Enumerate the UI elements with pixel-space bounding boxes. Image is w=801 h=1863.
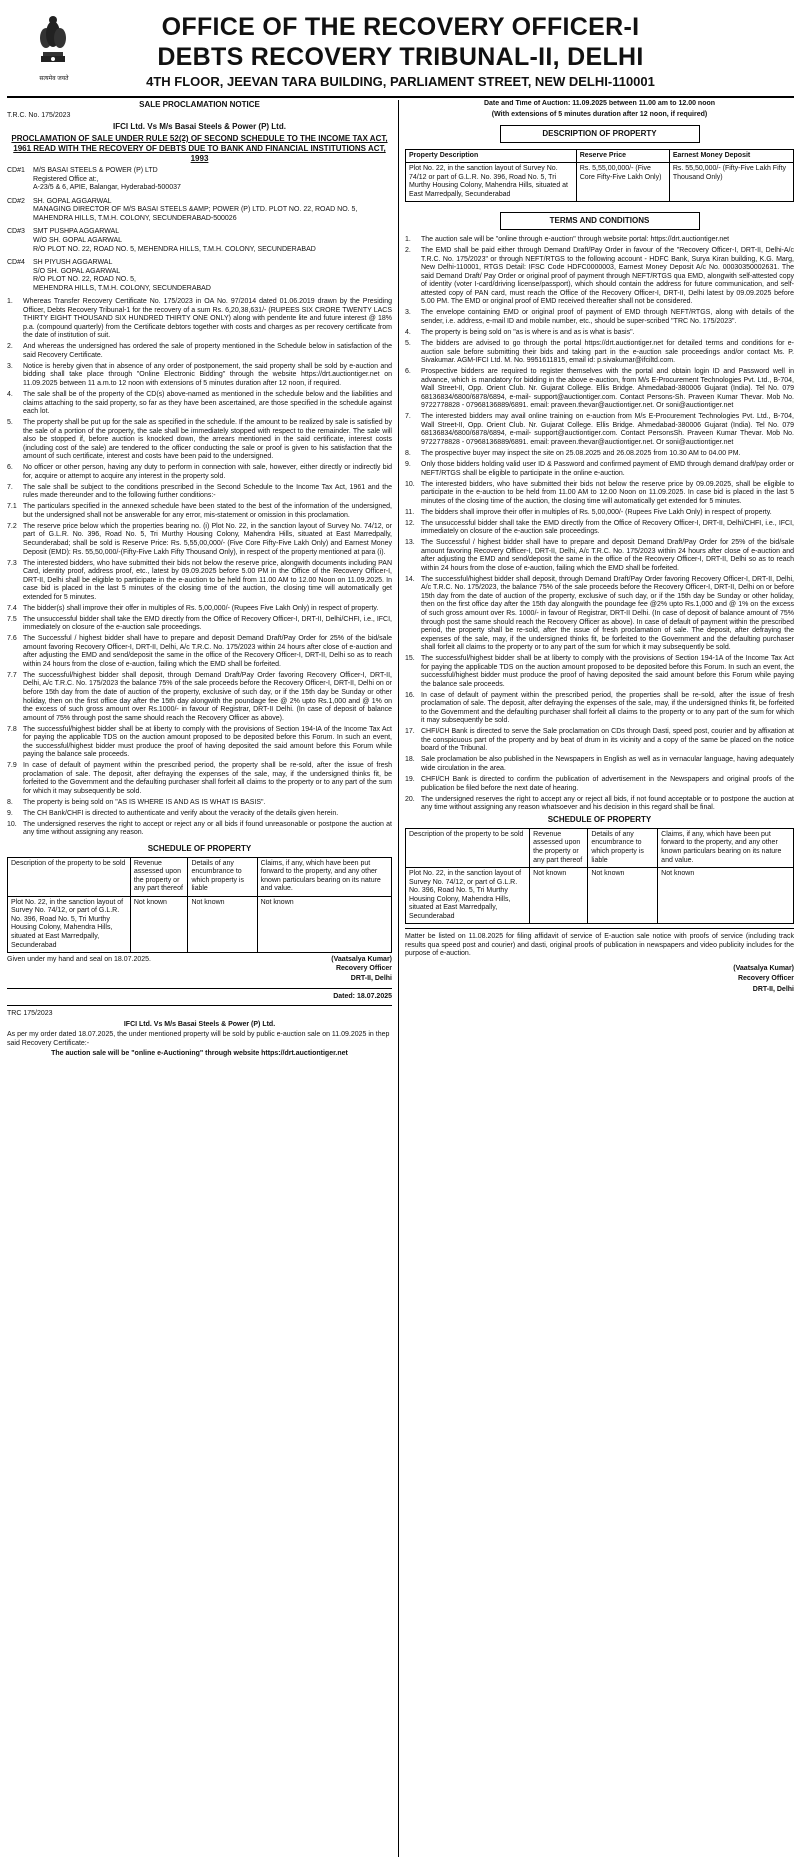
property-cell: Plot No. 22, in the sanction layout of Survey No. 74/12 or part of G.L.R. No. 396, Road No. 5, Tri Murthy Housing Colony, Mahendra Hills, situated at East Marredpally, Secunderabad (406, 163, 577, 202)
schedule-cell: Not known (658, 868, 794, 924)
schedule-cell: Not known (130, 896, 188, 952)
numbered-paragraph (405, 796, 794, 813)
numbered-paragraph (7, 560, 392, 603)
office-address: 4TH FLOOR, JEEVAN TARA BUILDING, PARLIAMENT STREET, NEW DELHI-110001 (146, 74, 655, 89)
paragraph-text: The unsuccessful bidder shall take the EMD directly from the Office of Recovery Officer-I, DRT-II, Delhi/CHFI, i.e., IFCI, immediately on closure of the e-auction sale proceedings. (23, 615, 392, 632)
paragraph-text: The successful/highest bidder shall deposit, through Demand Draft/Pay Order favoring Recovery Officer-I, DRT-II, Delhi, A/c T.R.C. No. 175/2023 the balance 75% of the sale proceeds before the Recovery Officer-I, DRT-II, Delhi on or before 15th day from the date of auction of the property, exclusive of such day, or if the 15th day be Sunday or other holiday, then on the first office day after the 15th day alongwith the poundage fee @ 2% upto Rs.1,000 and @ 1% on the excess of such gross amount over Rs.1000/- in favour of Registrar, DRT-II Delhi. (In case of deposit of balance amount of 75% through post the same should reach the Recovery Officer as above). (23, 671, 392, 722)
paragraph-number: 13. (405, 539, 415, 547)
proclamation-heading: PROCLAMATION OF SALE UNDER RULE 52(2) OF SECOND SCHEDULE TO THE INCOME TAX ACT, 1961 READ WITH THE RECOVERY OF DEBTS DUE TO BANK AND FINANCIAL INSTITUTIONS ACT, 1993 (11, 134, 388, 163)
paragraph-text: The CH Bank/CHFI is directed to authenticate and verify about the veracity of the details given herein. (23, 809, 339, 817)
signatory-name: (Vaatsalya Kumar) (733, 964, 794, 972)
numbered-paragraph (405, 655, 794, 689)
numbered-paragraph (405, 236, 794, 245)
paragraph-text: Notice is hereby given that in absence of any order of postponement, the said property shall be sold by e-auction and bidding shall take place through "Online Electronic Bidding" through the website https://drt.auctiontiger.net on 11.09.2025 between 11 a.m.to 12 noon with extensions of 5 minutes duration after 12 noon, if required. (23, 362, 392, 387)
footer-order-text: As per my order dated 18.07.2025, the under mentioned property will be sold by public e-auction sale on 11.09.2025 in thep said Recovery Certificate:- (7, 1031, 390, 1047)
numbered-paragraph (405, 728, 794, 754)
separator (405, 928, 794, 929)
paragraph-number: 4. (7, 391, 13, 398)
proclamation-paragraphs (7, 298, 392, 838)
paragraph-text: In case of default of payment within the prescribed period, the property shall be re-sold, after the issue of fresh proclamation of sale. The deposit, after defraying the expenses of the sale, may, if the undersigned thinks fit, be forfeited to the Government and the defaulting purchaser shall forfeit all claims to the property or to any part of the sum for which it may subsequently be sold. (23, 762, 392, 795)
trc-number-2: TRC 175/2023 (7, 1010, 53, 1018)
numbered-paragraph (405, 756, 794, 773)
paragraph-text: The undersigned reserves the right to accept or reject any or all bids if found unreasonable or postpone the auction at any time without assigning any reason. (23, 820, 392, 837)
header (7, 6, 794, 98)
paragraph-text: The Successful / highest bidder shall have to prepare and deposit Demand Draft/Pay Order for 25% of the bid/sale amount favoring Recovery Officer-I, DRT-II, Delhi, A/c T.R.C. No. 175/2023 within 24 hours after close of e-auction and after adjusting the EMD and send/deposit the same in the office of the Recovery Officer-I, DRT-II, Delhi so as to reach within 24 hours from the close of e-auction, failing which the EMD shall be forfeited. (23, 635, 392, 668)
paragraph-number: 10. (7, 820, 17, 828)
paragraph-number: 7.8 (7, 725, 17, 733)
paragraph-number: 11. (405, 508, 415, 516)
office-title: OFFICE OF THE RECOVERY OFFICER-I (161, 13, 640, 41)
paragraph-number: 4. (405, 329, 411, 337)
paragraph-number: 10. (405, 480, 415, 488)
separator (7, 988, 392, 989)
numbered-paragraph (405, 450, 794, 459)
cd-text: SH. GOPAL AGGARWAL MANAGING DIRECTOR OF M/S BASAI STEELS &AMP; POWER (P) LTD. PLOT NO. 22, ROAD NO. 5, MAHENDRA HILLS, T.M.H. COLONY, SECUNDERABAD-500026 (33, 197, 358, 222)
signatory-title: Recovery Officer (737, 975, 794, 983)
paragraph-text: The particulars specified in the annexed schedule have been stated to the best of the information of the undersigned, but the undersigned shall not be answerable for any error, mis-statement or omission in this proclamation. (23, 503, 392, 519)
matter-listing: Matter be listed on 11.08.2025 for filing affidavit of service of E-auction sale notice with proofs of service (including track results qua speed post and courier) and dasti, original proofs of publication in newspapers and video publicity includes for the purpose of e-auction. (405, 933, 794, 958)
paragraph-text: The sale shall be subject to the conditions prescribed in the Second Schedule to the Income Tax Act, 1961 and the rules made thereunder and to the following further conditions:- (23, 483, 392, 500)
paragraph-text: The interested bidders, who have submitted their bids not below the reserve price by 09.09.2025, shall be eligible to participate in the e-auction to be held from 11.00 AM to 12.00 Noon on 11.09.2025. In case bid is placed in the last 5 minutes of the closing time of the auction, the closing time will automatically get extended for 5 minutes. (421, 480, 794, 505)
paragraph-number: 15. (405, 655, 415, 663)
numbered-paragraph (405, 539, 794, 573)
numbered-paragraph (405, 309, 794, 326)
case-parties: IFCI Ltd. Vs M/s Basai Steels & Power (P) Ltd. (113, 122, 286, 132)
paragraph-number: 6. (7, 464, 13, 472)
paragraph-number: 9. (7, 809, 13, 817)
schedule-header: Revenue assessed upon the property or any part thereof (130, 857, 188, 896)
paragraph-number: 7.9 (7, 762, 17, 770)
paragraph-text: The unsuccessful bidder shall take the EMD directly from the Office of Recovery Officer-I, DRT-II, Delhi/CHFI, i.e., IFCI, immediately on closure of the e-auction sale proceedings. (421, 519, 794, 536)
cd-label: CD#4 (7, 259, 25, 267)
schedule-header: Description of the property to be sold (406, 828, 530, 867)
paragraph-number: 7. (7, 483, 13, 491)
trc-number: T.R.C. No. 175/2023 (7, 111, 71, 119)
column-divider (398, 100, 399, 1857)
paragraph-number: 20. (405, 795, 415, 803)
numbered-paragraph (405, 776, 794, 793)
schedule-cell: Not known (588, 868, 658, 924)
paragraph-number: 8. (405, 449, 411, 457)
schedule-header: Claims, if any, which have been put forward to the property, and any other known particulars bearing on its nature and value. (658, 828, 794, 867)
numbered-paragraph (7, 635, 392, 669)
paragraph-text: The bidders are advised to go through the portal https://drt.auctiontiger.net for detailed terms and conditions for e-auction sale before submitting their bids and taking part in the e-auction sale proceedings and/or contact Ms. P. Sivakumar. AGM-IFCI Ltd. M. No. 9951611815, email id: p.sivakumar@ifciltd.com. (421, 340, 794, 365)
schedule-header: Details of any encumbrance to which property is liable (588, 828, 658, 867)
auction-date: Date and Time of Auction: 11.09.2025 between 11.00 am to 12.00 noon (483, 100, 716, 107)
paragraph-number: 7.4 (7, 604, 17, 612)
numbered-paragraph (405, 461, 794, 478)
paragraph-number: 9. (405, 460, 411, 468)
cd-text: SMT PUSHPA AGGARWAL W/O SH. GOPAL AGARWAL R/O PLOT NO. 22, ROAD NO. 5, MEHENDRA HILLS, T.M.H. COLONY, SECUNDERABAD (33, 228, 316, 253)
cd-text: SH PIYUSH AGGARWAL S/O SH. GOPAL AGARWAL R/O PLOT NO. 22, ROAD NO. 5, MEHENDRA HILLS, T.M.H. COLONY, SECUNDERABAD (33, 259, 211, 292)
numbered-paragraph (405, 247, 794, 307)
paragraph-text: Whereas Transfer Recovery Certificate No. 175/2023 in OA No. 97/2014 dated 01.06.2019 drawn by the Presiding Officer, Debts Recovery Tribunal-1 for the recovery of a sum Rs. 6,20,38,631/- (RUPEES SIX CRORE TWENTY LACS THIRTY EIGHT THOUSAND SIX HUNDRED THIRTY ONE ONLY) along with pendente lite and future interest @ 18% p.a. (compound quarterly) from the Certificate debtors together with costs and charges as per recovery certificate from the date of institution of suit. (23, 298, 392, 340)
paragraph-text: The sale shall be of the property of the CD(s) above-named as mentioned in the schedule below and the liabilities and claims attaching to the said property, so far as they have been ascertained, are those specified in the schedule against each lot. (23, 391, 392, 416)
numbered-paragraph (7, 503, 392, 520)
dated-line: Dated: 18.07.2025 (333, 992, 392, 1000)
paragraph-text: CHFI/CH Bank is directed to serve the Sale proclamation on CDs through Dasti, speed post, courier and by affixation at the conspicuous part of the property and by beat of drum in its vicinity and a copy of the same be placed on the notice board of the Tribunal. (421, 728, 794, 753)
tribunal-title: DEBTS RECOVERY TRIBUNAL-II, DELHI (157, 43, 644, 71)
terms-list (405, 236, 794, 812)
numbered-paragraph (7, 726, 392, 760)
paragraph-number: 7.6 (7, 635, 17, 643)
notice-title: SALE PROCLAMATION NOTICE (139, 100, 260, 109)
given-under-hand: Given under my hand and seal on 18.07.2025. (7, 956, 151, 964)
paragraph-number: 12. (405, 519, 415, 527)
cd-label: CD#1 (7, 167, 25, 175)
paragraph-text: The reserve price below which the properties bearing no. (i) Plot No. 22, in the sanction layout of Survey No. 74/12, or part of G.L.R. No. 396, Road No. 5, Tri Murthy Housing Colony, Mahendra Hills, situated at East Marredpally, Secunderabad; shall be sold is Reserve Price: Rs. 5,55,00,000/- (Five Core Fifty-Five Lakh Only) and Earnest Money Deposit (EMD): Rs. 55,50,000/-(Fifty-Five Lakh Fifty Thousand Only), in respect of the property mentioned at para (i). (23, 522, 392, 556)
paragraph-text: The successful/highest bidder shall deposit, through Demand Draft/Pay Order favoring Recovery Officer-I, DRT-II, Delhi, A/c T.R.C. No. 175/2023, the balance 75% of the sale proceeds before the Recovery Officer-I, DRT-II, Delhi on or before 15th day from the date of auction of the property, exclusive of such day, or if the 15th day be Sunday or other holiday, then on the first office day after the 15th day alongwith the poundage fee @2% upto Rs.1,000 and @ 1% on the excess of such gross amount over Rs. 1000/- in favour of Registrar, DRT-II Delhi. (In case of deposit of balance amount of 75% through post the same should reach the Recovery Officer as above). In case of default of payment within the prescribed period, the property shall be re-sold, after the issue of fresh proclamation of sale. The deposit, after defraying the expenses of the sale, may, if the undersigned thinks fit, be forfeited to the Government and the defaulting purchaser shall forfeit all claims to the property or to any part of the sum for which it may subsequently be sold. (421, 575, 794, 652)
property-table (405, 149, 794, 203)
signatory-office: DRT-II, Delhi (350, 975, 392, 983)
numbered-paragraph (7, 616, 392, 633)
paragraph-number: 1. (7, 298, 13, 306)
paragraph-number: 7. (405, 413, 411, 421)
signatory-office: DRT-II, Delhi (752, 985, 794, 993)
right-column (405, 100, 794, 1857)
separator (7, 1005, 392, 1006)
footer-auction-website: The auction sale will be "online e-Auctioning" through website https://drt.auctiontiger.net (51, 1050, 348, 1058)
numbered-paragraph (7, 762, 392, 796)
paragraph-text: The property is being sold on "as is where is and as is what is basis". (421, 329, 635, 337)
paragraph-text: The interested bidders, who have submitted their bids not below the reserve price, alongwith documents including PAN Card, identity proof, address proof, etc., latest by 09.09.2025 before 5.00 PM in the Office of the Recovery Officer-I, DRT-II, Delhi shall be eligible to participate in the e-auction to be held from 11.00 AM to 12.00 Noon on 11.09.2025. In case bid is placed in the last 5 minutes of the closing time of the auction, the closing time will automatically get extended for 5 minutes. (23, 559, 392, 601)
numbered-paragraph (405, 509, 794, 518)
paragraph-text: The successful/highest bidder shall be at liberty to comply with the provisions of Section 194-IA of the Income Tax Act for paying the applicable TDS on the auction amount proposed to be deposited before this Forum. In such an event, the successful/highest bidder must produce the proof of having deposited the said amount before this Forum while paying the balance sale proceeds. (23, 725, 392, 759)
paragraph-number: 2. (405, 247, 411, 255)
paragraph-text: Prospective bidders are required to register themselves with the portal and obtain login ID and Password well in advance, which is mandatory for bidding in the above e-auction, from M/s E-Procurement Technologies Pvt. Ltd., B-704, Wall Street-II, Opp. Orient Club. Nr. Gujarat College. Ellis Bridge. Ahmedabad-380006 Gujarat (India). Tel No. 079 68136834/6800/6878/6894, e-mail- support@auctiontiger.com. Contact Persons-Sh. Praveen Kumar Thevar. Mob No. 9722778828 - 07968136889/6891. email: praveen.thevar@auctiontiger.net. Or soni@auctiontiger.net (421, 368, 794, 410)
numbered-paragraph (7, 799, 392, 808)
signatory-title: Recovery Officer (335, 964, 392, 972)
numbered-paragraph (7, 810, 392, 819)
property-cell: Rs. 5,55,00,000/- (Five Core Fifty-Five Lakh Only) (576, 163, 669, 202)
certificate-debtors (7, 167, 392, 293)
schedule-title: SCHEDULE OF PROPERTY (147, 844, 252, 853)
numbered-paragraph (7, 523, 392, 557)
schedule-cell: Not known (530, 868, 588, 924)
paragraph-number: 3. (7, 362, 13, 370)
property-header: Property Description (406, 149, 577, 163)
schedule-header: Claims, if any, which have been put forward to the property, and any other known particulars bearing on its nature and value. (257, 857, 391, 896)
paragraph-text: The bidder(s) shall improve their offer in multiples of Rs. 5,00,000/- (Rupees Five Lakh Only) in respect of property. (23, 604, 379, 612)
paragraph-text: And whereas the undersigned has ordered the sale of property mentioned in the Schedule below in satisfaction of the said Recovery Certificate. (23, 343, 392, 359)
paragraph-text: The EMD shall be paid either through Demand Draft/Pay Order in favour of the "Recovery Officer-I, DRT-II, Delhi-A/c T.R.C. No. 175/2023" or through NEFT/RTGS to the following account - HDFC Bank, Surya Kiran building, K.G. Marg, New Delhi-110001, RTGS Detail: IFSC Code HDFC0000003, Earnest Money Deposit A/c No. 00030350002631. The said Demand Draft/ Pay Order or original proof of payment through NEFT/RTGS qua EMD, alongwith self-attested copy of identity (voter I-card/driving license/passport), which should contain the address for future communication, and self-attested copy of PAN card, must reach the Office of the Recovery Officer-I, DRT-II, Delhi latest by 09.09.2025 before 5.00 PM. The EMD or original proof of EMD received thereafter shall not be considered. (421, 247, 794, 306)
numbered-paragraph (405, 520, 794, 537)
numbered-paragraph (7, 419, 392, 462)
paragraph-number: 7.5 (7, 615, 17, 623)
schedule-table (7, 857, 392, 953)
numbered-paragraph (7, 343, 392, 360)
schedule-cell: Not known (188, 896, 257, 952)
paragraph-text: The auction sale will be "online through e-auction" through website portal: https://drt.auctiontiger.net (421, 236, 730, 244)
paragraph-text: Only those bidders holding valid user ID & Password and confirmed payment of EMD through demand draft/pay order or NEFT/RTGS shall be eligible to participate in the online e-auction. (421, 460, 794, 477)
schedule-title: SCHEDULE OF PROPERTY (547, 815, 652, 825)
property-header: Earnest Money Deposit (669, 149, 793, 163)
schedule-table (405, 828, 794, 924)
paragraph-number: 5. (7, 419, 13, 427)
cd-entry (7, 198, 392, 224)
paragraph-text: In case of default of payment within the prescribed period, the properties shall be re-sold, after the issue of fresh proclamation of sale. The deposit, after defraying the expenses of the sale, may, if the undersigned thinks fit, be forfeited to the Government and the defaulting purchaser shall forfeit all claims to the property or to any part of the sum for which it may subsequently be sold. (421, 691, 794, 725)
schedule-cell: Not known (257, 896, 391, 952)
numbered-paragraph (405, 340, 794, 366)
auction-extension: (With extensions of 5 minutes duration after 12 noon, if required) (491, 110, 708, 118)
terms-heading: TERMS AND CONDITIONS (500, 212, 700, 230)
numbered-paragraph (405, 692, 794, 726)
case-parties-2: IFCI Ltd. Vs M/s Basai Steels & Power (P) Ltd. (123, 1020, 276, 1028)
property-header: Reserve Price (576, 149, 669, 163)
paragraph-number: 16. (405, 691, 415, 699)
paragraph-text: The bidders shall improve their offer in multiples of Rs. 5,00,000/- (Rupees Five Lakh Only) in respect of property. (421, 508, 772, 516)
schedule-cell: Plot No. 22, in the sanction layout of Survey No. 74/12, or part of G.L.R. No. 396, Road No. 5, Tri Murthy Housing Colony, Mahendra Hills, situated at East Marredpally, Secunderabad (8, 896, 131, 952)
paragraph-text: The interested bidders may avail online training on e-auction from M/s E-Procurement Technologies Pvt. Ltd., B-704, Wall Street-II, Opp. Orient Club. Nr. Gujarat College. Ellis Bridge. Ahmedabad-380006 Gujarat (India). Tel No. 079 68136834/6800/6878/6894, e-mail- support@auctiontiger.com. Contact PersonsSh. Praveen Kumar Thevar. Mob No. 9722778828 - 07968136889/6891. email: praveen.thevar@auctiontiger.net. Or soni@auctiontiger.net (421, 413, 794, 446)
paragraph-number: 7.7 (7, 671, 17, 679)
numbered-paragraph (405, 576, 794, 653)
paragraph-number: 17. (405, 728, 415, 736)
numbered-paragraph (7, 363, 392, 389)
paragraph-number: 8. (7, 798, 13, 806)
paragraph-number: 5. (405, 340, 411, 348)
numbered-paragraph (405, 329, 794, 338)
emblem-caption: सत्यमेव जयते (39, 76, 69, 82)
schedule-header: Revenue assessed upon the property or any part thereof (530, 828, 588, 867)
paragraph-text: The property shall be put up for the sale as specified in the schedule. If the amount to be realized by sale is satisfied by the sale of a portion of the property, the sale shall be immediately stopped with respect to the remainder. The sale will also be stopped if, before auction is knocked down, the arrears mentioned in the said certificate, interest costs (including cost of the sale) are tendered to the officer conducting the sale or proof is given to his satisfaction that the amount of such certificate, interest and costs have been paid to the undersigned. (23, 419, 392, 461)
paragraph-text: The successful/highest bidder shall be at liberty to comply with the provisions of Section 194-1A of the Income Tax Act for paying the applicable TDS on the auction amount proposed to be deposited before this Forum. In such an event, the successful/highest bidder must produce the proof of having deposited the said amount before this Forum while paying the balance sale proceeds. (421, 655, 794, 688)
numbered-paragraph (7, 821, 392, 838)
paragraph-number: 7.2 (7, 522, 17, 530)
paragraph-text: CHFI/CH Bank is directed to confirm the publication of advertisement in the Newspapers and original proofs of the publication be filed before the next date of hearing. (421, 776, 794, 792)
paragraph-number: 14. (405, 575, 415, 583)
paragraph-number: 2. (7, 343, 13, 351)
paragraph-number: 7.3 (7, 559, 17, 567)
signatory-name: (Vaatsalya Kumar) (331, 956, 392, 964)
cd-label: CD#2 (7, 197, 25, 205)
cd-entry (7, 228, 392, 254)
left-column (7, 100, 392, 1857)
cd-entry (7, 259, 392, 293)
paragraph-text: The undersigned reserves the right to accept any or reject all bids, if not found acceptable or to postpone the auction at any time without assigning any reason whatsoever and his decision in this regard shall be final. (421, 795, 794, 812)
numbered-paragraph (405, 481, 794, 507)
description-heading: DESCRIPTION OF PROPERTY (500, 125, 700, 143)
paragraph-number: 3. (405, 309, 411, 317)
numbered-paragraph (405, 413, 794, 447)
cd-text: M/S BASAI STEELS & POWER (P) LTD Registered Office at:, A-23/5 & 6, APIE, Balangar, Hyderabad-500037 (33, 167, 181, 192)
numbered-paragraph (7, 672, 392, 723)
numbered-paragraph (7, 464, 392, 481)
paragraph-text: No officer or other person, having any duty to perform in connection with sale, however, either directly or indirectly bid for, acquire or attempt to acquire any interest in the property sold. (23, 464, 392, 480)
schedule-header: Details of any encumbrance to which property is liable (188, 857, 257, 896)
numbered-paragraph (405, 368, 794, 411)
paragraph-text: The property is being sold on "AS IS WHERE IS AND AS IS WHAT IS BASIS". (23, 798, 266, 806)
paragraph-number: 1. (405, 236, 411, 244)
paragraph-text: The envelope containing EMD or original proof of payment of EMD through NEFT/RTGS, along with details of the sender, i.e. address, e-mail ID and mobile number, etc., should be super-scribed "TRC No. 175/2023". (421, 309, 794, 325)
numbered-paragraph (7, 298, 392, 341)
paragraph-text: Sale proclamation be also published in the Newspapers in English as well as in vernacular language, having adequately wide circulation in the area. (421, 756, 794, 772)
paragraph-number: 6. (405, 368, 411, 376)
cd-entry (7, 167, 392, 193)
numbered-paragraph (7, 484, 392, 501)
schedule-header: Description of the property to be sold (8, 857, 131, 896)
numbered-paragraph (7, 391, 392, 417)
schedule-cell: Plot No. 22, in the sanction layout of Survey No. 74/12, or part of G.L.R. No. 396, Road No. 5, Tri Murthy Housing Colony, Mahendra Hills, situated at East Marredpally, Secunderabad (406, 868, 530, 924)
property-cell: Rs. 55,50,000/- (Fifty-Five Lakh Fifty Thousand Only) (669, 163, 793, 202)
paragraph-number: 7.1 (7, 503, 17, 511)
paragraph-text: The Successful / highest bidder shall have to prepare and deposit Demand Draft/Pay Order for 25% of the bid/sale amount favoring Recovery Officer-I, DRT-II, Delhi, A/c T.R.C. No. 175/2023 within 24 hours after close of e-auction and after adjusting the EMD and send/deposit the same in the office of the Recovery Officer-I, DRT-II, Delhi so as to reach within 24 hours from the close of e-auction, failing which the EMD shall be forfeited. (421, 539, 794, 572)
paragraph-number: 19. (405, 776, 415, 784)
paragraph-text: The prospective buyer may inspect the site on 25.08.2025 and 26.08.2025 from 10.30 AM to 04.00 PM. (421, 449, 741, 457)
cd-label: CD#3 (7, 228, 25, 236)
paragraph-number: 18. (405, 756, 415, 764)
numbered-paragraph (7, 605, 392, 614)
